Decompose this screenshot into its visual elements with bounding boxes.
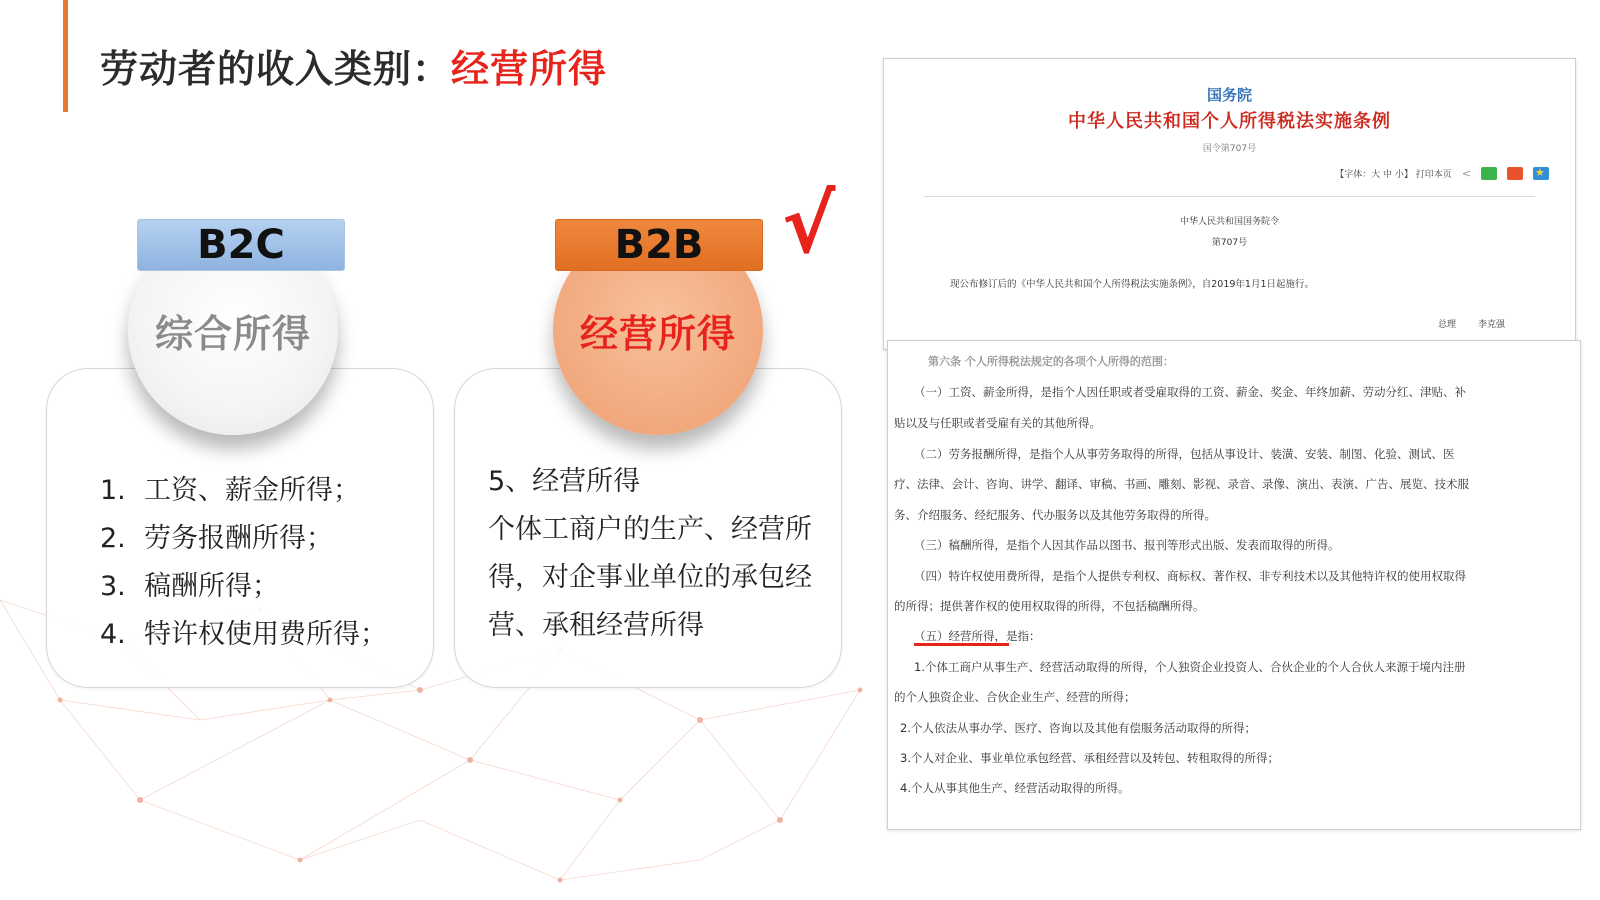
article-line: 疗、法律、会计、咨询、讲学、翻译、审稿、书画、雕刻、影视、录音、录像、演出、表演、广告、展览、技术服: [894, 477, 1469, 491]
favorite-icon[interactable]: [1533, 167, 1549, 180]
checkmark-icon: √: [782, 178, 836, 271]
doc-number: 国令第707号: [1202, 144, 1257, 154]
doc-body: 现公布修订后的《中华人民共和国个人所得税法实施条例》，自2019年1月1日起施行。: [950, 279, 1315, 290]
b2b-description: [488, 458, 818, 650]
article-line: 4.个人从事其他生产、经营活动取得的所得。: [900, 781, 1130, 795]
title-accent-bar: [63, 0, 68, 112]
b2b-tab: B2B: [555, 219, 763, 271]
article-line: （一）工资、薪金所得，是指个人因任职或者受雇取得的工资、薪金、奖金、年终加薪、劳动分红、津贴、补: [914, 385, 1466, 399]
doc-toolbar: [1335, 167, 1549, 180]
description-line: 5、经营所得: [488, 466, 641, 497]
wechat-icon[interactable]: [1481, 167, 1497, 180]
description-line: 营、承租经营所得: [488, 610, 704, 641]
article-line: 的个人独资企业、合伙企业生产、经营的所得；: [894, 690, 1136, 704]
b2c-tab: B2C: [137, 219, 345, 271]
article-line: 1.个体工商户从事生产、经营活动取得的所得，个人独资企业投资人、合伙企业的个人合伙人来源于境内注册: [914, 660, 1466, 674]
article-line: （二）劳务报酬所得，是指个人从事劳务取得的所得，包括从事设计、装潢、安装、制图、化验、测试、医: [914, 447, 1455, 461]
title-prefix: 劳动者的收入类别：: [100, 47, 452, 91]
signature-name: 李克强: [1477, 320, 1505, 330]
article-line: 务、介绍服务、经纪服务、代办服务以及其他劳务取得的所得。: [894, 508, 1216, 522]
article-line: 贴以及与任职或者受雇有关的其他所得。: [894, 416, 1101, 430]
doc-signature: [1438, 317, 1505, 330]
list-item: 2. 劳务报酬所得；: [100, 523, 333, 554]
weibo-icon[interactable]: [1507, 167, 1523, 180]
order-line-2: 第707号: [1211, 238, 1248, 248]
article-line: 2.个人依法从事办学、医疗、咨询以及其他有偿服务活动取得的所得；: [900, 721, 1256, 735]
regulation-header-screenshot: [883, 58, 1576, 350]
doc-title: 中华人民共和国个人所得税法实施条例: [1068, 111, 1391, 132]
doc-org: 国务院: [1206, 86, 1252, 104]
share-icon[interactable]: <: [1461, 167, 1471, 180]
description-line: 得，对企事业单位的承包经: [488, 562, 812, 593]
article-line: （三）稿酬所得，是指个人因其作品以图书、报刊等形式出版、发表而取得的所得。: [914, 538, 1340, 552]
article-line: 3.个人对企业、事业单位承包经营、承租经营以及转包、转租取得的所得；: [900, 751, 1279, 765]
list-item: 4. 特许权使用费所得；: [100, 619, 387, 650]
article-line-highlighted: （五）经营所得，是指：: [914, 629, 1041, 643]
article-line: （四）特许权使用费所得，是指个人提供专利权、商标权、著作权、非专利技术以及其他特许权的使用权取得: [914, 569, 1466, 583]
b2c-circle: 综合所得: [128, 225, 338, 435]
description-line: 个体工商户的生产、经营所: [488, 514, 812, 545]
order-line-1: 中华人民共和国国务院令: [1179, 217, 1279, 227]
cut-off-line: 第六条 个人所得税法规定的各项个人所得的范围：: [928, 355, 1174, 368]
article-line: 的所得；提供著作权的使用权取得的所得，不包括稿酬所得。: [894, 599, 1205, 613]
slide-title: [100, 38, 607, 93]
regulation-article-screenshot: [887, 340, 1581, 830]
b2b-circle: 经营所得: [553, 225, 763, 435]
list-item: 1. 工资、薪金所得；: [100, 475, 360, 506]
font-size-print-links[interactable]: 【字体：大 中 小】 打印本页: [1335, 170, 1452, 180]
title-highlight: 经营所得: [451, 47, 608, 91]
b2c-income-list: [100, 467, 387, 659]
list-item: 3. 稿酬所得；: [100, 571, 279, 602]
divider: [924, 196, 1535, 197]
red-underline: [914, 643, 1009, 646]
signature-title: 总理: [1437, 320, 1456, 330]
